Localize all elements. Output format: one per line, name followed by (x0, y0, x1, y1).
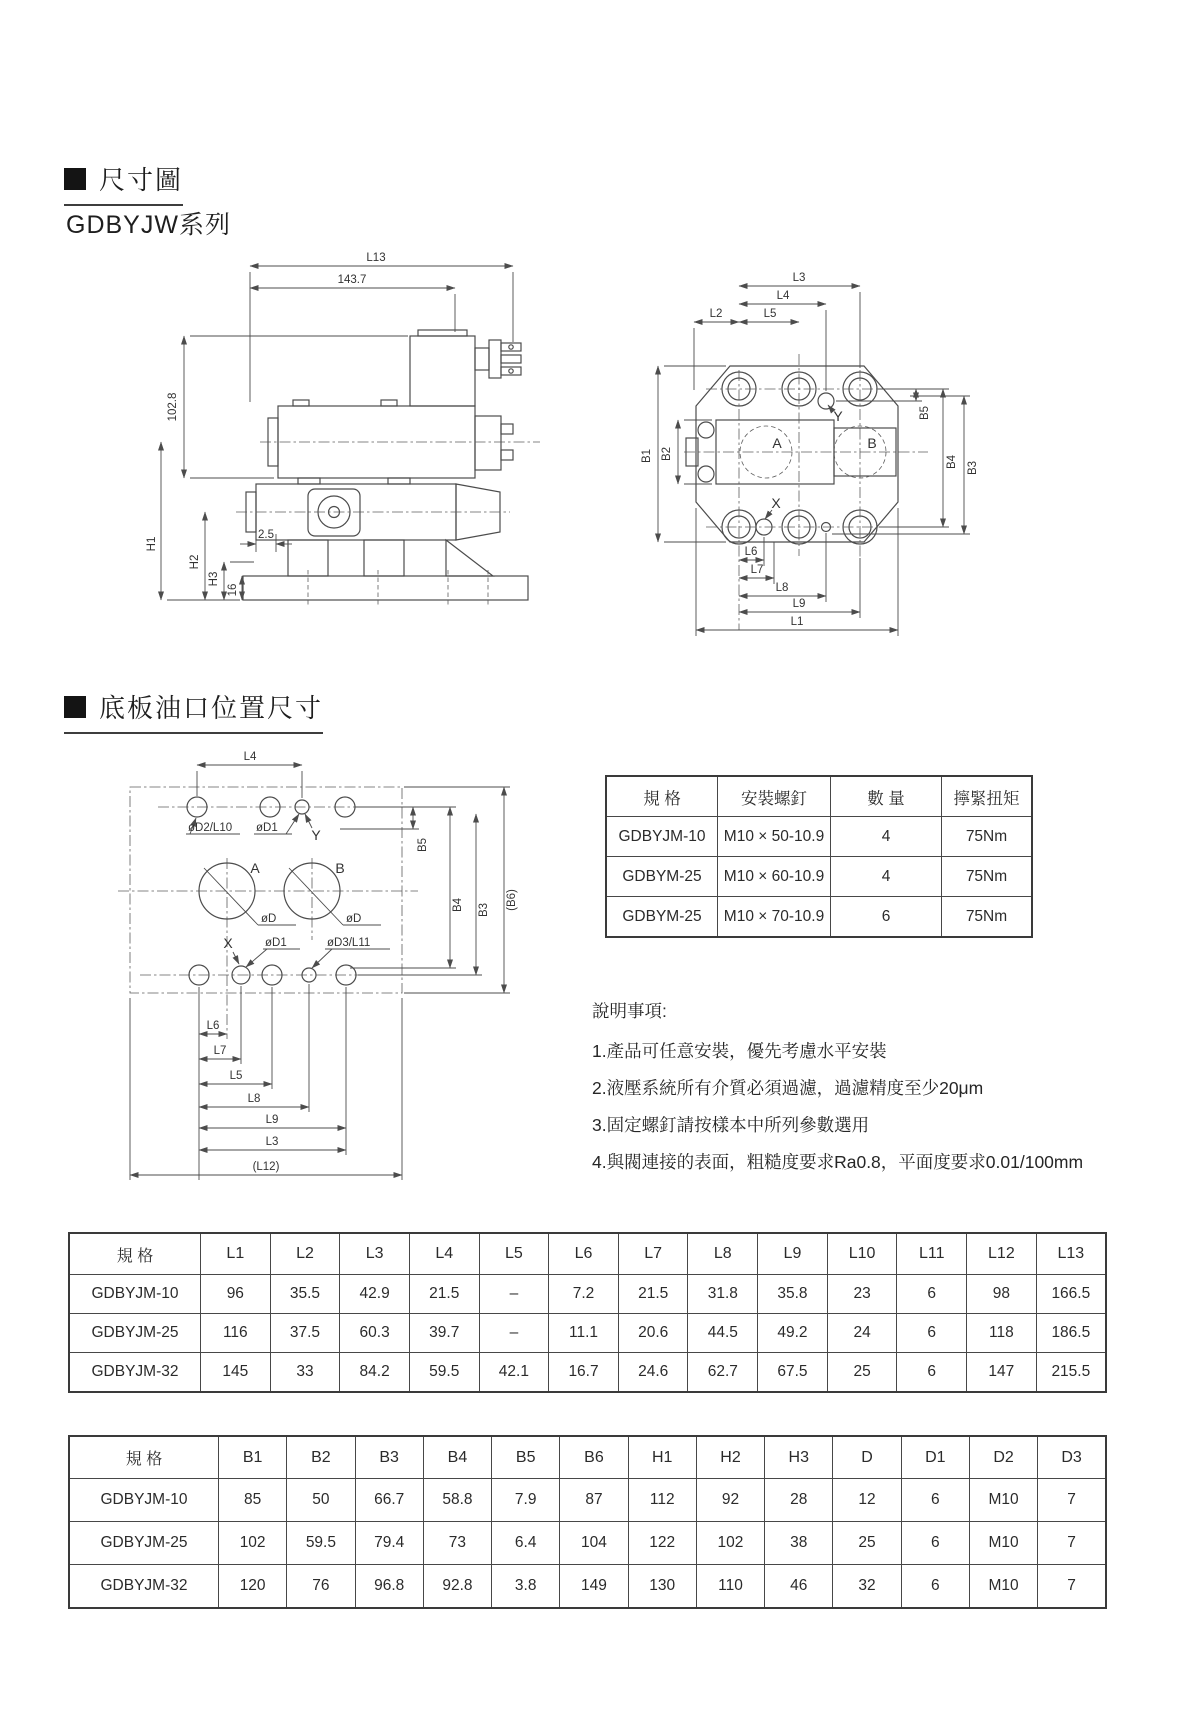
column-header: D1 (901, 1436, 969, 1479)
dim-label-b4: B4 (946, 454, 958, 470)
dim-label-l3: L3 (792, 272, 806, 284)
dim-label-l12: (L12) (252, 1161, 280, 1173)
column-header: 規 格 (69, 1233, 201, 1275)
table-cell: M10 × 50-10.9 (718, 817, 831, 857)
table-cell: 3.8 (492, 1565, 560, 1609)
dim-label-l7: L7 (750, 564, 764, 576)
dim-label-d2-l10: øD2/L10 (188, 822, 233, 834)
table-cell: 38 (765, 1522, 833, 1565)
top-centerlines (684, 354, 928, 630)
table-cell: 112 (628, 1479, 696, 1522)
table-cell: 73 (423, 1522, 491, 1565)
table-cell: 84.2 (340, 1353, 410, 1393)
dim-label-l13: L13 (366, 252, 386, 264)
dimension-table-widths-heights (68, 1435, 1107, 1609)
column-header: 擰緊扭矩 (942, 776, 1033, 817)
note-item: 4.與閥連接的表面，粗糙度要求Ra0.8，平面度要求0.01/100mm (592, 1152, 1084, 1172)
table-cell: 166.5 (1036, 1275, 1106, 1314)
black-square-marker (64, 168, 86, 190)
table-cell: 215.5 (1036, 1353, 1106, 1393)
table-cell: 23 (827, 1275, 897, 1314)
row-header: GDBYJM-25 (69, 1314, 201, 1353)
column-header: L4 (409, 1233, 479, 1275)
table-cell: 104 (560, 1522, 628, 1565)
dim-label-b1: B1 (641, 448, 653, 464)
table-cell: 6 (901, 1522, 969, 1565)
dim-label-l6: L6 (744, 546, 758, 558)
table-cell: 37.5 (270, 1314, 340, 1353)
column-header: L13 (1036, 1233, 1106, 1275)
table-row (606, 857, 1032, 897)
dim-label-d1-top: øD1 (256, 822, 278, 834)
dim-label-l5: L5 (763, 308, 777, 320)
dim-label-d1-bottom: øD1 (265, 937, 287, 949)
table-row (606, 817, 1032, 857)
table-cell: 46 (765, 1565, 833, 1609)
table-cell: 92 (696, 1479, 764, 1522)
note-item: 1.產品可任意安裝，優先考慮水平安裝 (592, 1041, 887, 1061)
series-label: GDBYJW系列 (66, 211, 231, 239)
dim-label-l9: L9 (265, 1114, 279, 1126)
table-cell: 7 (1038, 1565, 1106, 1609)
table-cell: 130 (628, 1565, 696, 1609)
column-header: B5 (492, 1436, 560, 1479)
table-cell: 6 (901, 1565, 969, 1609)
table-cell: 4 (831, 817, 942, 857)
column-header: L11 (897, 1233, 967, 1275)
table-cell: 6 (831, 897, 942, 938)
table-cell: 102 (219, 1522, 287, 1565)
top-view-drawing (598, 258, 983, 643)
row-header: GDBYJM-10 (69, 1479, 219, 1522)
table-row (69, 1275, 1106, 1314)
section-title: 尺寸圖 (99, 165, 184, 195)
table-cell: 98 (967, 1275, 1037, 1314)
table-cell: 31.8 (688, 1275, 758, 1314)
table-cell: 116 (201, 1314, 271, 1353)
table-cell: 33 (270, 1353, 340, 1393)
table-cell: 42.1 (479, 1353, 549, 1393)
dim-label-l5: L5 (229, 1070, 243, 1082)
dim-label-l8: L8 (247, 1093, 261, 1105)
column-header: B2 (287, 1436, 355, 1479)
table-cell: 76 (287, 1565, 355, 1609)
port-a-label: A (250, 860, 260, 876)
row-header: GDBYJM-32 (69, 1565, 219, 1609)
dim-label-b6: (B6) (506, 889, 518, 911)
dim-label-b2: B2 (661, 446, 673, 462)
table-cell: 12 (833, 1479, 901, 1522)
dim-label-l4: L4 (776, 290, 790, 302)
column-header: L12 (967, 1233, 1037, 1275)
table-row (69, 1522, 1106, 1565)
table-cell: M10 (969, 1565, 1037, 1609)
dim-label-h1: H1 (146, 536, 158, 552)
table-cell: 28 (765, 1479, 833, 1522)
table-cell: 92.8 (423, 1565, 491, 1609)
section-heading-subplate (64, 688, 323, 734)
dim-label-b5: B5 (919, 405, 931, 421)
dim-label-l2: L2 (709, 308, 723, 320)
column-header: B6 (560, 1436, 628, 1479)
dim-label-b5: B5 (417, 837, 429, 853)
table-cell: 6 (897, 1275, 967, 1314)
column-header: H1 (628, 1436, 696, 1479)
table-cell: 75Nm (942, 897, 1033, 938)
table-cell: – (479, 1275, 549, 1314)
dim-label-d-a: øD (261, 913, 277, 925)
table-cell: 11.1 (549, 1314, 619, 1353)
column-header: 規 格 (69, 1436, 219, 1479)
table-cell: 25 (833, 1522, 901, 1565)
port-a-label: A (772, 435, 782, 451)
table-cell: 102 (696, 1522, 764, 1565)
table-cell: 50 (287, 1479, 355, 1522)
table-cell: 35.8 (758, 1275, 828, 1314)
dim-label-l6: L6 (206, 1020, 220, 1032)
note-item: 2.液壓系統所有介質必須過濾，過濾精度至少20μm (592, 1078, 984, 1098)
port-y-label: Y (833, 408, 843, 424)
table-cell: 42.9 (340, 1275, 410, 1314)
table-cell: 186.5 (1036, 1314, 1106, 1353)
table-cell: M10 (969, 1479, 1037, 1522)
table-cell: 49.2 (758, 1314, 828, 1353)
notes-block (592, 998, 1083, 1186)
table-cell: 145 (201, 1353, 271, 1393)
port-x-label: X (223, 935, 233, 951)
port-y-label: Y (311, 827, 321, 843)
dim-label-h3: H3 (208, 571, 220, 587)
dim-label-l7: L7 (213, 1045, 227, 1057)
dim-label-l9: L9 (792, 598, 806, 610)
table-cell: 35.5 (270, 1275, 340, 1314)
header-row (69, 1233, 1106, 1275)
table-row (69, 1314, 1106, 1353)
dim-label-102: 102.8 (167, 392, 179, 422)
side-centerlines (236, 442, 540, 512)
column-header: L9 (758, 1233, 828, 1275)
table-cell: 39.7 (409, 1314, 479, 1353)
column-header: B4 (423, 1436, 491, 1479)
header-row (69, 1436, 1106, 1479)
dim-label-143: 143.7 (337, 274, 367, 286)
table-cell: M10 × 70-10.9 (718, 897, 831, 938)
table-cell: 6 (901, 1479, 969, 1522)
row-header: GDBYJM-10 (69, 1275, 201, 1314)
table-cell: 7.2 (549, 1275, 619, 1314)
table-cell: 122 (628, 1522, 696, 1565)
table-cell: 96 (201, 1275, 271, 1314)
dim-label-d-b: øD (346, 913, 362, 925)
section-heading-dimensions (64, 160, 183, 206)
table-cell: M10 (969, 1522, 1037, 1565)
mounting-screw-table (605, 775, 1033, 938)
dim-label-l4: L4 (243, 751, 257, 763)
notes-title: 說明事項: (592, 1001, 667, 1021)
column-header: 規 格 (606, 776, 718, 817)
table-cell: 21.5 (618, 1275, 688, 1314)
dim-label-l8: L8 (775, 582, 789, 594)
column-header: B3 (355, 1436, 423, 1479)
table-cell: M10 × 60-10.9 (718, 857, 831, 897)
table-cell: 118 (967, 1314, 1037, 1353)
table-cell: 110 (696, 1565, 764, 1609)
port-x-label: X (771, 495, 781, 511)
column-header: L7 (618, 1233, 688, 1275)
column-header: L3 (340, 1233, 410, 1275)
row-header: GDBYJM-10 (606, 817, 718, 857)
table-cell: 24.6 (618, 1353, 688, 1393)
table-cell: 67.5 (758, 1353, 828, 1393)
table-cell: 6.4 (492, 1522, 560, 1565)
table-cell: 85 (219, 1479, 287, 1522)
table-cell: 6 (897, 1314, 967, 1353)
table-cell: 62.7 (688, 1353, 758, 1393)
table-cell: 147 (967, 1353, 1037, 1393)
row-header: GDBYM-25 (606, 857, 718, 897)
table-row (69, 1479, 1106, 1522)
table-cell: 4 (831, 857, 942, 897)
table-cell: 20.6 (618, 1314, 688, 1353)
table-cell: 96.8 (355, 1565, 423, 1609)
table-cell: 149 (560, 1565, 628, 1609)
table-cell: 66.7 (355, 1479, 423, 1522)
column-header: L2 (270, 1233, 340, 1275)
subplate-port-drawing (100, 740, 520, 1200)
table-row (606, 897, 1032, 938)
table-cell: 87 (560, 1479, 628, 1522)
table-cell: 24 (827, 1314, 897, 1353)
table-cell: 79.4 (355, 1522, 423, 1565)
port-b-label: B (867, 435, 877, 451)
dim-label-b3: B3 (478, 902, 490, 918)
dim-label-b3: B3 (967, 460, 979, 476)
dim-label-16: 16 (227, 583, 239, 597)
row-header: GDBYM-25 (606, 897, 718, 938)
table-cell: 16.7 (549, 1353, 619, 1393)
table-cell: 60.3 (340, 1314, 410, 1353)
column-header: H3 (765, 1436, 833, 1479)
column-header: L1 (201, 1233, 271, 1275)
header-row (606, 776, 1032, 817)
column-header: L5 (479, 1233, 549, 1275)
dim-label-b4: B4 (452, 897, 464, 913)
table-cell: 7 (1038, 1479, 1106, 1522)
table-cell: 58.8 (423, 1479, 491, 1522)
table-cell: 59.5 (287, 1522, 355, 1565)
section-title: 底板油口位置尺寸 (99, 693, 324, 723)
column-header: L6 (549, 1233, 619, 1275)
column-header: 數 量 (831, 776, 942, 817)
dimension-table-lengths (68, 1232, 1107, 1393)
side-view-drawing (148, 246, 568, 606)
top-dimension-lines (658, 286, 970, 636)
table-row (69, 1565, 1106, 1609)
column-header: D3 (1038, 1436, 1106, 1479)
table-cell: 6 (897, 1353, 967, 1393)
dim-label-l3: L3 (265, 1136, 279, 1148)
table-cell: 59.5 (409, 1353, 479, 1393)
table-cell: 44.5 (688, 1314, 758, 1353)
table-cell: 32 (833, 1565, 901, 1609)
table-cell: 7 (1038, 1522, 1106, 1565)
column-header: B1 (219, 1436, 287, 1479)
side-dimension-lines (161, 266, 513, 600)
port-b-label: B (335, 860, 345, 876)
column-header: L10 (827, 1233, 897, 1275)
valve-side-outline (243, 330, 528, 600)
dim-label-l1: L1 (790, 616, 804, 628)
row-header: GDBYJM-25 (69, 1522, 219, 1565)
table-cell: 7.9 (492, 1479, 560, 1522)
table-cell: 25 (827, 1353, 897, 1393)
dim-label-25: 2.5 (258, 529, 274, 541)
table-cell: 120 (219, 1565, 287, 1609)
dim-label-h2: H2 (189, 554, 201, 570)
black-square-marker (64, 696, 86, 718)
column-header: L8 (688, 1233, 758, 1275)
table-cell: – (479, 1314, 549, 1353)
table-cell: 21.5 (409, 1275, 479, 1314)
table-cell: 75Nm (942, 817, 1033, 857)
row-header: GDBYJM-32 (69, 1353, 201, 1393)
dim-label-d3-l11: øD3/L11 (327, 937, 371, 949)
column-header: 安裝螺釘 (718, 776, 831, 817)
column-header: D2 (969, 1436, 1037, 1479)
note-item: 3.固定螺釘請按樣本中所列參數選用 (592, 1115, 870, 1135)
column-header: D (833, 1436, 901, 1479)
table-cell: 75Nm (942, 857, 1033, 897)
table-row (69, 1353, 1106, 1393)
column-header: H2 (696, 1436, 764, 1479)
